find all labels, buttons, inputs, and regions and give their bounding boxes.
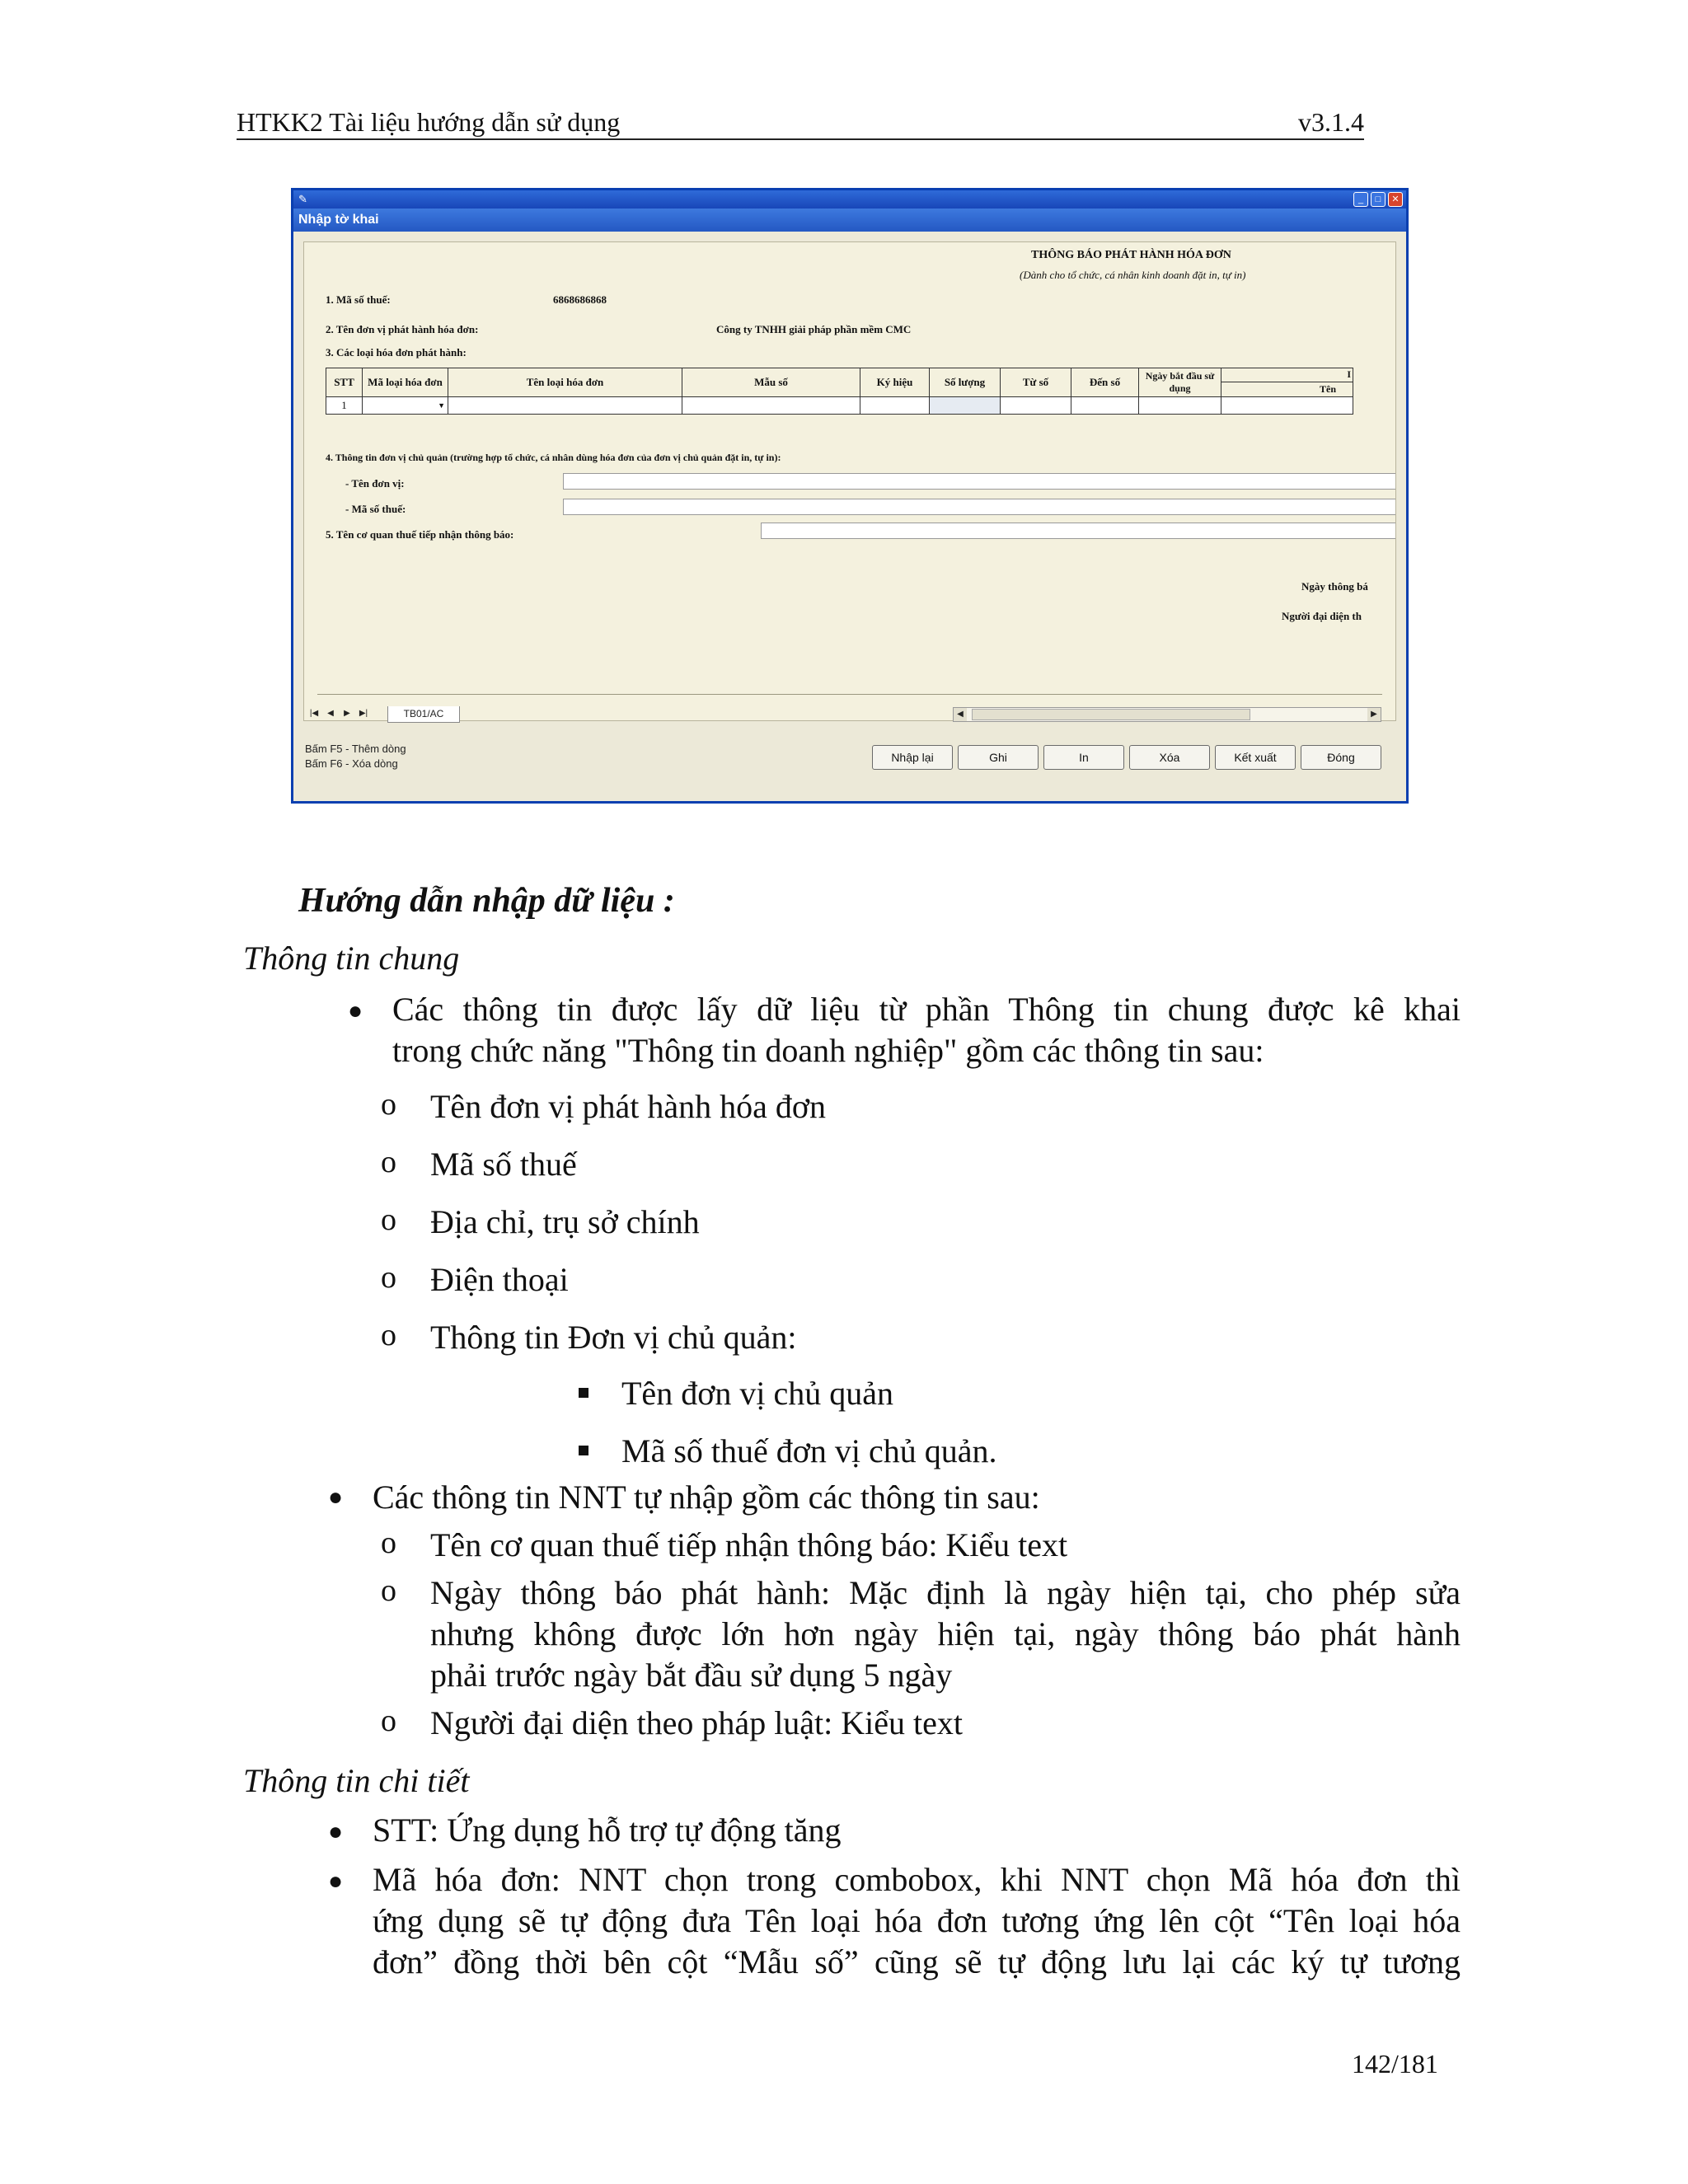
app-icon: ✎ xyxy=(298,193,307,205)
b2-item: Người đại diện theo pháp luật: Kiểu text xyxy=(430,1704,964,1741)
horizontal-scrollbar[interactable] xyxy=(953,707,1381,722)
circle-bullet-icon: o xyxy=(381,1704,396,1738)
form-pane xyxy=(303,241,1396,721)
last-sheet-icon[interactable]: ▶| xyxy=(359,709,368,718)
bullet-icon: ● xyxy=(328,1483,344,1511)
doc-title: HTKK2 Tài liệu hướng dẫn sử dụng xyxy=(237,107,621,137)
b1-item: Tên đơn vị phát hành hóa đơn xyxy=(430,1088,826,1125)
cell-ten-loai[interactable] xyxy=(448,397,682,415)
bullet-icon: ● xyxy=(328,1818,344,1845)
th-ma-loai: Mã loại hóa đơn xyxy=(363,368,448,397)
f4-name-label: - Tên đơn vị: xyxy=(345,477,405,490)
save-button[interactable]: Ghi xyxy=(958,745,1039,770)
minimize-icon[interactable]: _ xyxy=(1353,192,1368,207)
cell-extra[interactable] xyxy=(1221,397,1353,415)
section-general: Thông tin chung xyxy=(243,940,460,977)
delete-button[interactable]: Xóa xyxy=(1129,745,1210,770)
hint-f5: Bấm F5 - Thêm dòng xyxy=(305,743,406,755)
rep-label: Người đại diện th xyxy=(1282,610,1362,622)
print-button[interactable]: In xyxy=(1043,745,1124,770)
b1-sub-item: Mã số thuế đơn vị chủ quản. xyxy=(621,1432,997,1469)
tax-office-input[interactable] xyxy=(761,523,1396,539)
chevron-down-icon[interactable]: ▼ xyxy=(438,401,445,410)
table-row xyxy=(326,397,1353,415)
d2-line1: Mã hóa đơn: NNT chọn trong combobox, khi NNT chọn Mã hóa đơn thì xyxy=(373,1861,1461,1898)
sheet-tab[interactable]: TB01/AC xyxy=(387,706,460,723)
form-title: THÔNG BÁO PHÁT HÀNH HÓA ĐƠN xyxy=(1031,249,1231,261)
f5-label: 5. Tên cơ quan thuế tiếp nhận thông báo: xyxy=(326,528,514,541)
cell-den-so[interactable] xyxy=(1071,397,1139,415)
circle-bullet-icon: o xyxy=(381,1526,396,1560)
th-tu-so: Từ số xyxy=(1001,368,1071,397)
f3-label: 3. Các loại hóa đơn phát hành: xyxy=(326,346,467,359)
th-ngay-bat-dau: Ngày bắt đầu sử dụng xyxy=(1139,368,1221,397)
circle-bullet-icon: o xyxy=(381,1318,396,1352)
d2-line3: đơn” đồng thời bên cột “Mẫu số” cũng sẽ tự động lưu lại các ký tự tương xyxy=(373,1943,1461,1980)
b2-item-line3: phải trước ngày bắt đầu sử dụng 5 ngày xyxy=(430,1657,953,1694)
th-extra-label: I xyxy=(1347,368,1351,380)
bullet-icon: ● xyxy=(348,997,363,1024)
b2-item-line1: Ngày thông báo phát hành: Mặc định là ngày hiện tại, cho phép sửa xyxy=(430,1574,1461,1611)
b2-item-line2: nhưng không được lớn hơn ngày hiện tại, ngày thông báo phát hành xyxy=(430,1615,1461,1652)
cell-ky-hieu[interactable] xyxy=(860,397,930,415)
th-ten-sub: Tên xyxy=(1319,383,1336,395)
invoice-table xyxy=(326,368,1353,415)
parent-unit-name-input[interactable] xyxy=(563,473,1396,490)
cell-stt: 1 xyxy=(326,397,363,415)
f1-label: 1. Mã số thuế: xyxy=(326,293,391,306)
section-detail: Thông tin chi tiết xyxy=(243,1762,470,1799)
reset-button[interactable]: Nhập lại xyxy=(872,745,953,770)
cell-so-luong[interactable] xyxy=(930,397,1001,415)
f1-value: 6868686868 xyxy=(553,293,607,306)
b1-item: Địa chỉ, trụ sở chính xyxy=(430,1203,700,1240)
circle-bullet-icon: o xyxy=(381,1145,396,1179)
b1-item: Thông tin Đơn vị chủ quản: xyxy=(430,1319,797,1356)
th-extra xyxy=(1221,368,1353,397)
first-sheet-icon[interactable]: |◀ xyxy=(309,709,319,718)
b1-item: Điện thoại xyxy=(430,1261,569,1298)
circle-bullet-icon: o xyxy=(381,1260,396,1295)
f2-label: 2. Tên đơn vị phát hành hóa đơn: xyxy=(326,323,479,335)
window-titlebar xyxy=(293,190,1406,209)
circle-bullet-icon: o xyxy=(381,1202,396,1237)
doc-version: v3.1.4 xyxy=(1298,107,1364,137)
scroll-right-icon[interactable]: ▶ xyxy=(1367,708,1381,721)
ma-loai-combobox[interactable] xyxy=(363,397,448,415)
d2-line2: ứng dụng sẽ tự động đưa Tên loại hóa đơn tương ứng lên cột “Tên loại hóa xyxy=(373,1902,1461,1939)
prev-sheet-icon[interactable]: ◀ xyxy=(327,709,334,718)
b1-item: Mã số thuế xyxy=(430,1146,577,1183)
close-button[interactable]: Đóng xyxy=(1301,745,1381,770)
window-title: Nhập tờ khai xyxy=(293,209,1406,232)
b1-line2: trong chức năng "Thông tin doanh nghiệp" gồm các thông tin sau: xyxy=(392,1032,1264,1069)
f4-tax-label: - Mã số thuế: xyxy=(345,503,406,515)
th-ten-loai: Tên loại hóa đơn xyxy=(448,368,682,397)
th-stt: STT xyxy=(326,368,363,397)
b2-text: Các thông tin NNT tự nhập gồm các thông tin sau: xyxy=(373,1479,1040,1516)
next-sheet-icon[interactable]: ▶ xyxy=(344,709,350,718)
export-button[interactable]: Kết xuất xyxy=(1215,745,1296,770)
d1-text: STT: Ứng dụng hỗ trợ tự động tăng xyxy=(373,1811,842,1849)
b1-line1: Các thông tin được lấy dữ liệu từ phần Thông tin chung được kê khai xyxy=(392,991,1461,1028)
b1-sub-item: Tên đơn vị chủ quản xyxy=(621,1375,893,1412)
square-bullet-icon xyxy=(579,1446,588,1455)
th-so-luong: Số lượng xyxy=(930,368,1001,397)
table-header-row xyxy=(326,368,1353,397)
parent-unit-tax-input[interactable] xyxy=(563,499,1396,515)
scroll-thumb[interactable] xyxy=(972,709,1250,720)
th-den-so: Đến số xyxy=(1071,368,1139,397)
app-window xyxy=(291,188,1409,804)
circle-bullet-icon: o xyxy=(381,1087,396,1122)
circle-bullet-icon: o xyxy=(381,1573,396,1608)
scroll-left-icon[interactable]: ◀ xyxy=(954,708,967,721)
section-heading: Hướng dẫn nhập dữ liệu : xyxy=(298,882,675,920)
close-icon[interactable]: ✕ xyxy=(1388,192,1403,207)
bullet-icon: ● xyxy=(328,1868,344,1895)
cell-ngay[interactable] xyxy=(1139,397,1221,415)
page-header xyxy=(237,105,1364,140)
cell-tu-so[interactable] xyxy=(1001,397,1071,415)
maximize-icon[interactable]: □ xyxy=(1371,192,1386,207)
hint-f6: Bấm F6 - Xóa dòng xyxy=(305,757,398,770)
sheet-tabbar xyxy=(303,705,1396,724)
form-subtitle: (Dành cho tổ chức, cá nhân kinh doanh đặt in, tự in) xyxy=(1020,269,1246,281)
f2-value: Công ty TNHH giải pháp phần mềm CMC xyxy=(716,323,912,335)
date-label: Ngày thông bá xyxy=(1301,580,1368,593)
cell-mau-so[interactable] xyxy=(682,397,860,415)
page-number: 142/181 xyxy=(1352,2049,1438,2079)
square-bullet-icon xyxy=(579,1388,588,1398)
b2-item: Tên cơ quan thuế tiếp nhận thông báo: Kiểu text xyxy=(430,1526,1068,1563)
th-mau-so: Mẫu số xyxy=(682,368,860,397)
th-ky-hieu: Ký hiệu xyxy=(860,368,930,397)
f4-label: 4. Thông tin đơn vị chủ quản (trường hợp tổ chức, cá nhân dùng hóa đơn của đơn vị chủ quản đặt in, tự in): xyxy=(326,452,781,463)
